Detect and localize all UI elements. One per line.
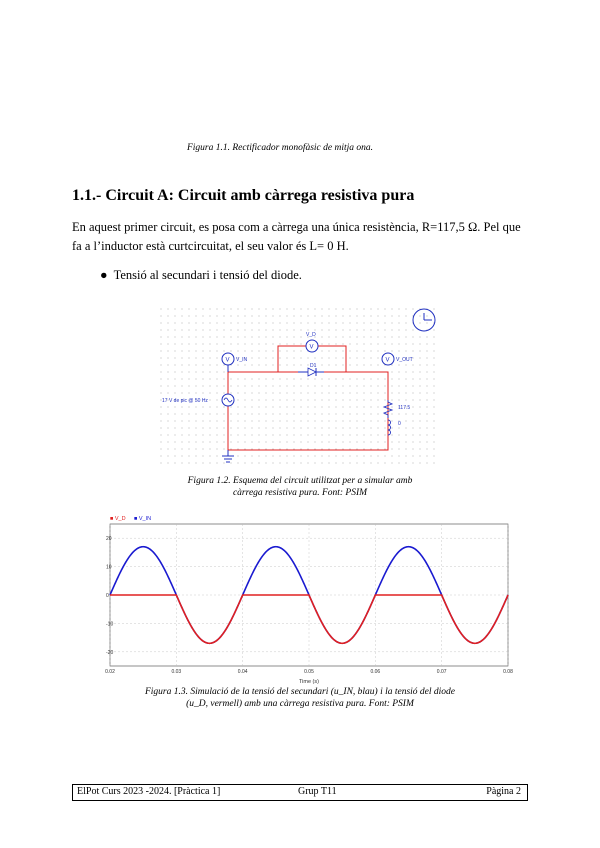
voltmeter-vd-icon	[306, 340, 318, 352]
figure-2-caption-line2: càrrega resistiva pura. Font: PSIM	[232, 488, 368, 498]
footer-group: Grup T11	[298, 786, 337, 797]
legend-vd: ■ V_D	[110, 516, 126, 522]
voltmeter-vout-icon	[382, 353, 394, 365]
y-tick-label: 10	[106, 564, 112, 571]
vin-label: V_IN	[236, 357, 248, 363]
x-tick-label: 0.05	[304, 669, 314, 675]
figure-2-caption-line1: Figura 1.2. Esquema del circuit utilitzat per a simular amb	[187, 476, 413, 486]
figure-3-caption-line1: Figura 1.3. Simulació de la tensió del secundari (u_IN, blau) i la tensió del diode	[144, 687, 456, 697]
legend-vin: ■ V_IN	[134, 516, 152, 522]
body-paragraph: En aquest primer circuit, es posa com a càrrega una única resistència, R=117,5 Ω. Pel que fa a l’inductor està curtcircuitat, el seu valor és L= 0 H.	[72, 220, 521, 253]
resistor-value: 117.5	[398, 405, 411, 411]
y-tick-label: 0	[106, 593, 109, 599]
plot-legend	[110, 516, 151, 522]
figure-3-caption	[100, 686, 500, 710]
figure-3-caption-line2: (u_D, vermell) amb una càrrega resistiva pura. Font: PSIM	[186, 699, 414, 709]
footer-course: ElPot Curs 2023 -2024. [Pràctica 1]	[77, 786, 221, 797]
svg-text:V: V	[385, 357, 390, 364]
x-tick-label: 0.02	[105, 669, 115, 675]
vd-label: V_D	[306, 332, 316, 338]
y-tick-label: 20	[106, 536, 112, 543]
bullet-text: Tensió al secundari i tensió del diode.	[113, 268, 302, 282]
y-tick-label: -20	[106, 649, 114, 656]
bullet-dot-icon: ●	[100, 268, 108, 282]
x-tick-label: 0.04	[237, 669, 248, 675]
source-label: 17 V de pic @ 50 Hz	[162, 398, 208, 404]
page-footer	[72, 784, 528, 801]
circuit-schematic	[160, 308, 440, 468]
x-tick-label: 0.06	[370, 669, 381, 675]
x-tick-label: 0.08	[503, 669, 513, 675]
simulation-plot	[104, 510, 514, 690]
x-tick-labels	[105, 669, 513, 675]
figure-1-caption: Figura 1.1. Rectificador monofàsic de mitja ona.	[186, 143, 374, 153]
diode-label: D1	[310, 363, 317, 369]
y-tick-label: -10	[106, 621, 114, 628]
footer-page-number: Pàgina 2	[486, 786, 521, 797]
svg-text:V: V	[225, 357, 230, 364]
ac-source-icon	[222, 394, 234, 406]
vout-label: V_OUT	[396, 357, 413, 363]
svg-text:V: V	[309, 344, 314, 351]
schematic-grid	[160, 308, 440, 468]
bullet-item	[100, 268, 302, 283]
x-axis-label: Time (s)	[299, 679, 319, 685]
x-tick-label: 0.03	[171, 669, 182, 675]
inductor-value: 0	[398, 421, 401, 427]
figure-2-caption	[165, 475, 435, 499]
x-tick-label: 0.07	[436, 669, 447, 675]
section-heading: 1.1.- Circuit A: Circuit amb càrrega resistiva pura	[72, 187, 415, 204]
